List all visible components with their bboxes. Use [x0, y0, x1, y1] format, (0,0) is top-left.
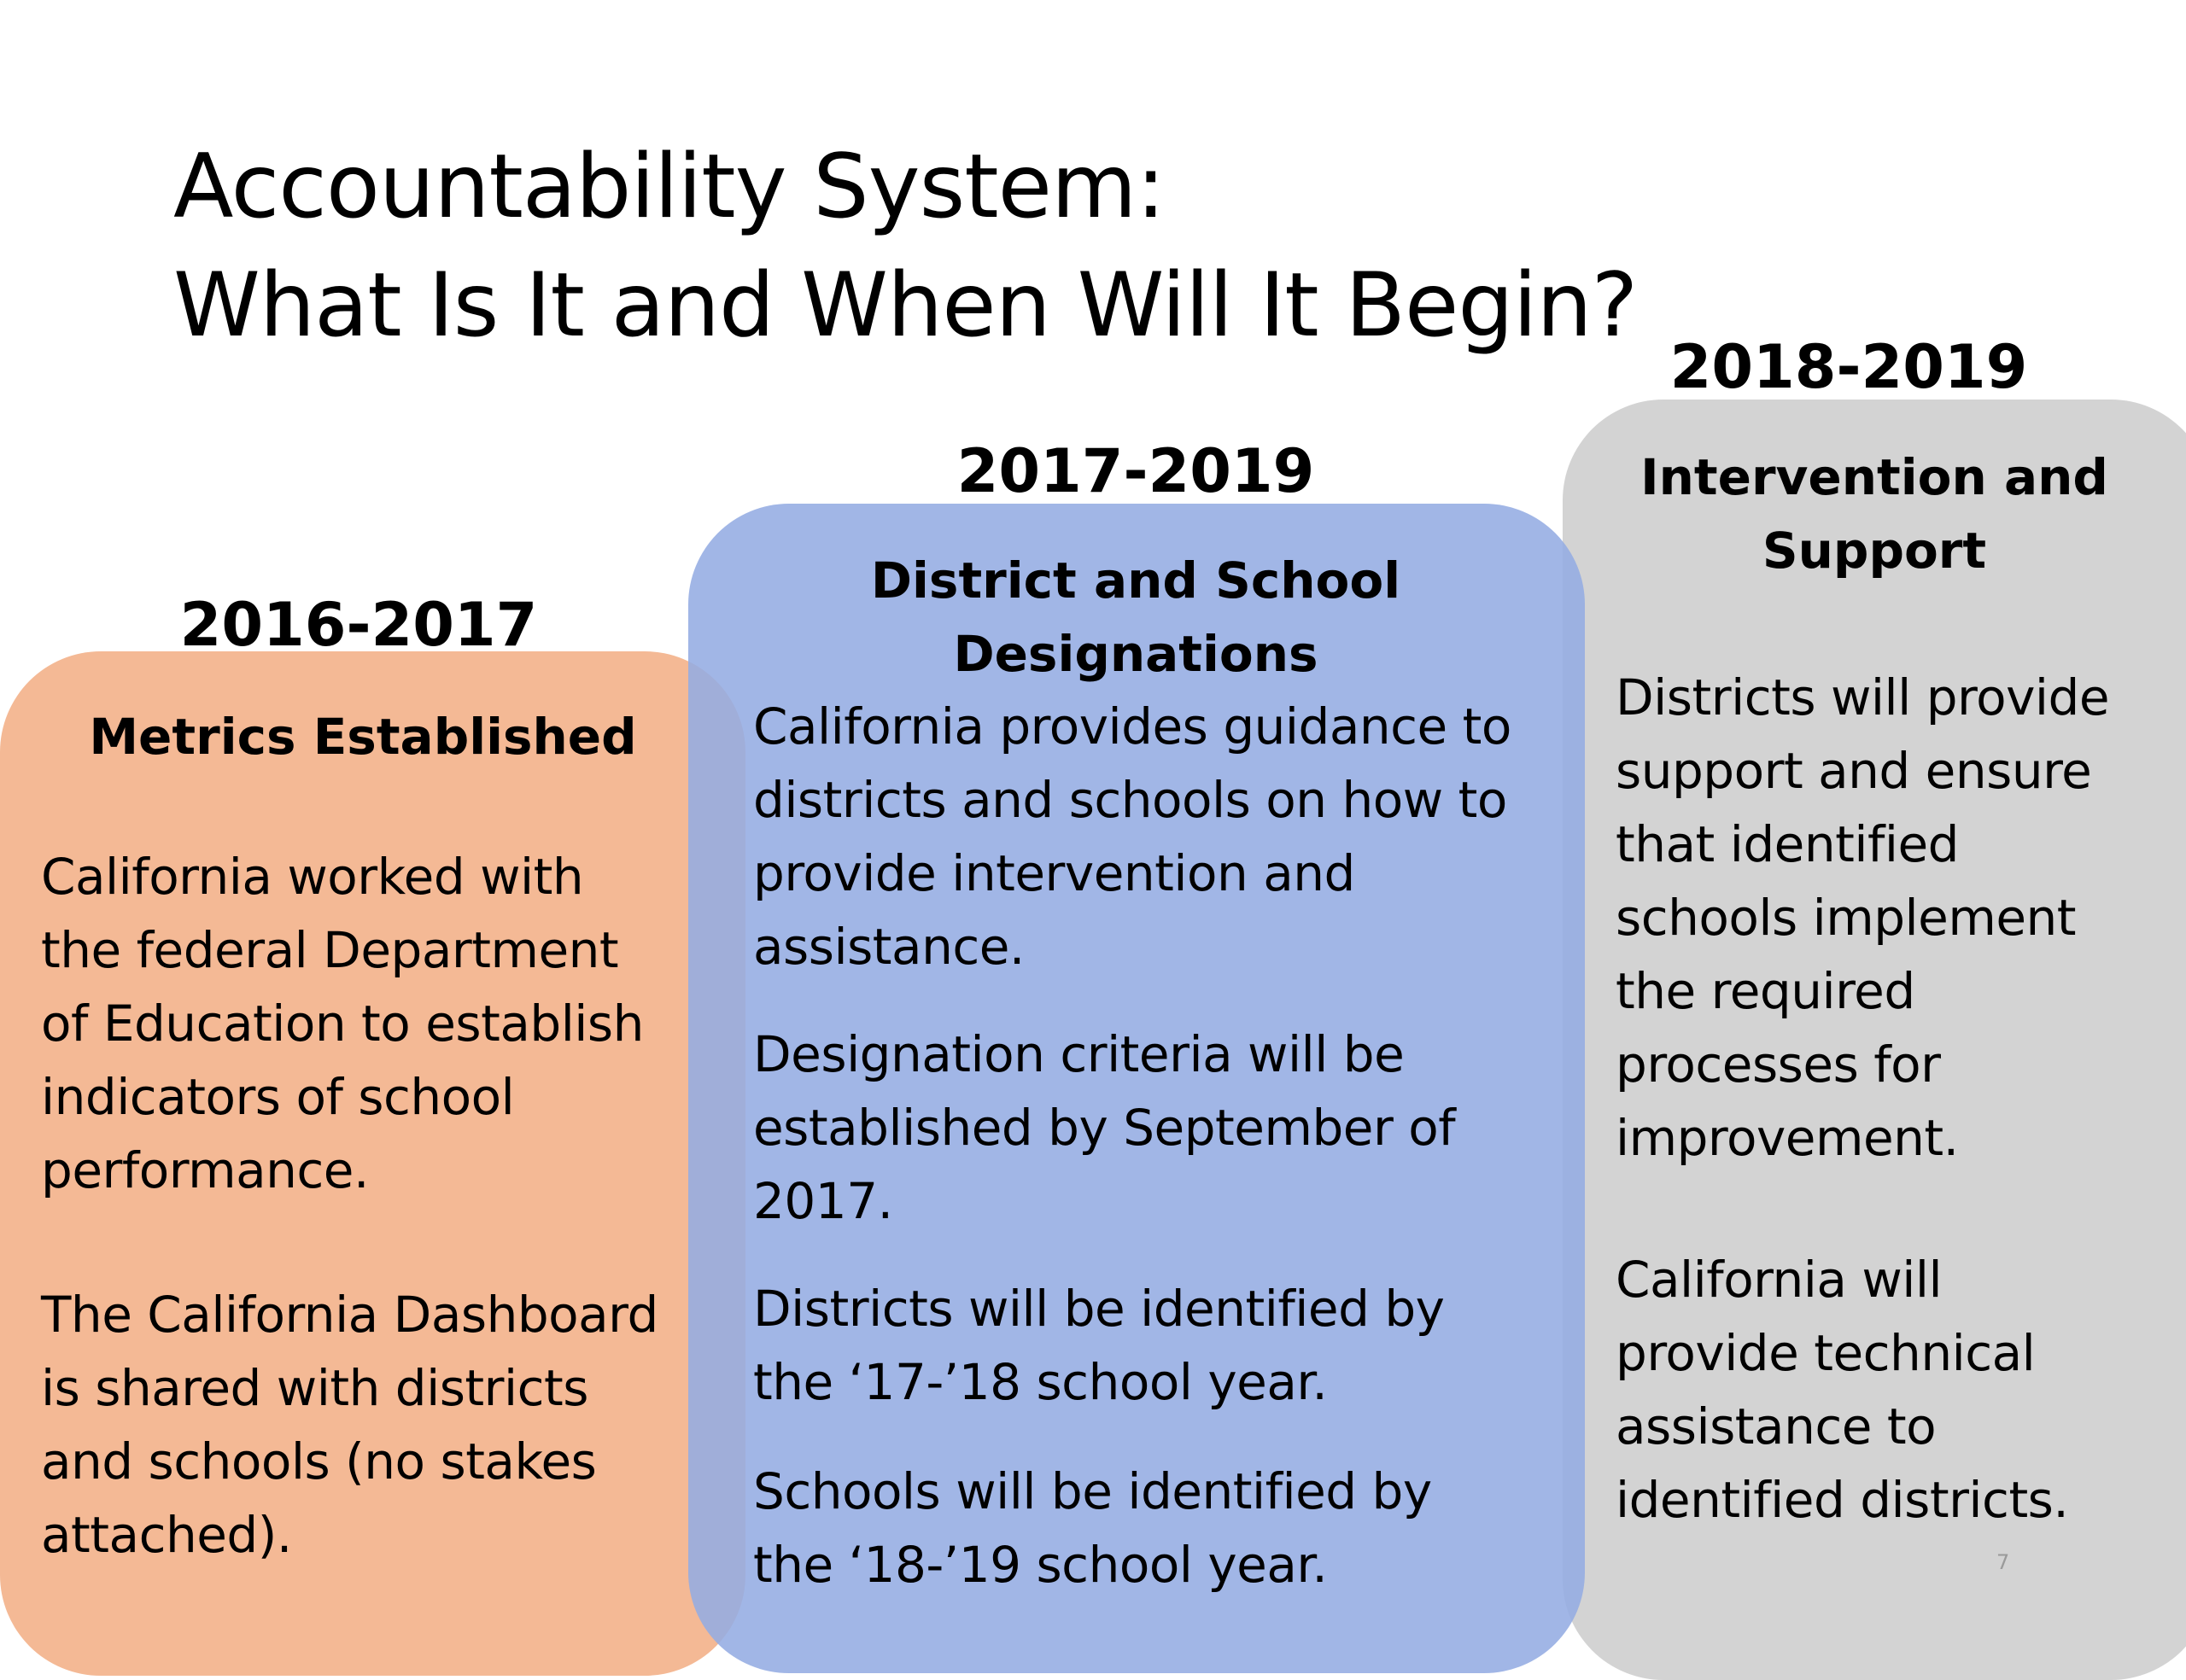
column-1-paragraph-2: The California Dashboard is shared with districts and schools (no stakes attached). [41, 1286, 658, 1564]
page-number: 7 [1996, 1550, 2010, 1574]
slide-title-line-2: What Is It and When Will It Begin? [173, 254, 1638, 357]
column-2-paragraph-2: Designation criteria will be established by September of 2017. [753, 1025, 1456, 1230]
slide-title-line-1: Accountability System: [173, 136, 1166, 238]
column-2-paragraph-4: Schools will be identified by the ‘18-’19 school year. [753, 1462, 1432, 1594]
column-1-paragraph-1: California worked with the federal Department of Education to establish indicators of school performance. [41, 848, 644, 1199]
column-2-paragraph-3: Districts will be identified by the ‘17-’18 school year. [753, 1280, 1445, 1411]
column-3-year: 2018-2019 [1669, 332, 2028, 402]
column-1-heading: Metrics Established [89, 708, 637, 766]
column-3-paragraph-1: Districts will provide support and ensure that identified schools implement the required processes for improvement. [1616, 668, 2110, 1167]
column-2-heading: District and School Designations [870, 551, 1401, 683]
column-1-year: 2016-2017 [179, 590, 538, 660]
slide-title [173, 128, 1637, 365]
column-3-heading: Intervention and Support [1640, 448, 2108, 580]
column-3-paragraph-2: California will provide technical assistance to identified districts. [1616, 1251, 2069, 1529]
column-2-paragraph-1: California provides guidance to districts and schools on how to provide intervention and assistance. [753, 697, 1511, 976]
column-2-year: 2017-2019 [956, 436, 1315, 506]
